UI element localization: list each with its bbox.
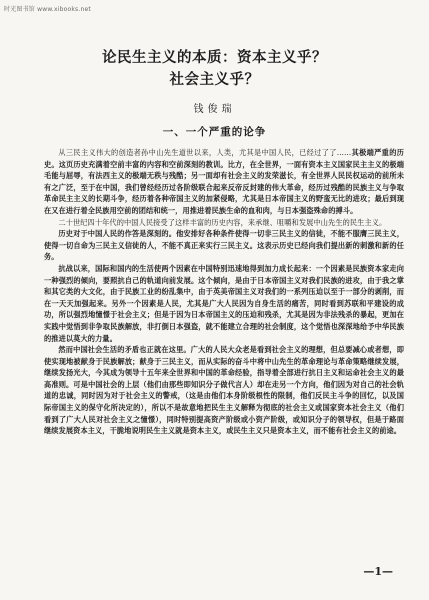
paragraph-text: 历史对于中国人民的作答是深刻的。他安排好各种条件使得一切非三民主义的信徒，不能不服膺三民主义，使得一切自命为三民主义信徒的人，不能不真正来实行三民主义。这表示历史已经向我们提出新的刺激和新的任务。 [44, 229, 404, 262]
body-paragraph [44, 344, 404, 437]
paragraph-text: 二十世纪四十年代的中国人民接受了这样丰富的历史内容，来承继、咀嚼和发展中山先生的民生主义。 [58, 217, 387, 227]
article-body [44, 147, 404, 437]
paragraph-text: 从三民主义伟大的创造者孙中山先生道世以来，人类，尤其是中国人民，已经过了了…… [58, 148, 352, 157]
body-paragraph [44, 147, 404, 217]
section-heading: 一、一个严重的论争 [162, 126, 267, 138]
watermark: 时光图书馆 www.xibooks.net [4, 6, 91, 13]
paragraph-text: 然而中国社会生活的矛盾也正就在这里。广大的人民大众老是看到社会主义的理想，但总要减心或者想，即使实现地被献身于民族解放；献身于三民主义，而从实际的奋斗中将中山先生的革命理论与革命策略继续发展，继续发扬光大，今其成为领导十五年来全世界和中国的革命经验，指导着全部进行抗日主义和运命社会主义的最高准则。可是中国社会的上层（他们由那些即知识分子做代言人）却在走另一个方向，他们因为对自己的社会轨道的忠诚，同时因为对于社会主义的警戒，（这是由他们本身阶级根性的限制，他们反民主斗争的回忆，以及国际帝国主义的保守化所决定的），所以不是故意地把民生主义解释为彻底的社会主义或国家资本社会主义（他们看到了广大人民对社会主义之憧憬），同时特别提高资产阶级或小资产阶级，或知识分子的领导权，但是于路面继续发展资本主义，干脆地说明民生主义就是资本主义，或民生主义只是资本主义，而不能有社会主义的前途。 [44, 345, 404, 436]
paragraph-text: 其极端严重的历史。这页历史充满着空前丰富的内容和空前深刻的教训。比方，在全世界，一面有资本主义国家民主主义的极端毛能与屈辱，有法西主义的极端无秩与残酷；另一面却有社会主义的发荣滋长，有全世界人民民权运动的前所未有之广泛，至于在中国，我们曾经经历过各阶级联合起来反帝反封建的伟大革命，经历过残酷的民族主义与争取革命民主主义的长期斗争，经历着各种帝国主义的加紧侵略，尤其是日本帝国主义的野蛮无比的进攻；最后到现在又在进行着全民族用空前的团结和统一，用推进着民族生命的血和肉，与日本强盗殊命的搏斗。 [44, 148, 405, 215]
body-paragraph [44, 263, 404, 344]
title-line-2: 社会主义乎？ [169, 71, 260, 88]
body-paragraph [44, 228, 404, 263]
body-paragraph [44, 217, 404, 229]
title-line-1: 论民生主义的本质：资本主义乎？ [102, 49, 327, 66]
author: 钱俊瑞 [193, 104, 236, 115]
paragraph-text: 抗战以来，国际和国内的生活使两个因素在中国特别迅速地得到加力成长起来：一个因素是民族资本家走向一种强烈的倾向，要照抗自己的轨道向前发展。这个倾向，是由于日本帝国主义对我们民族的进攻，由于我之掌和其它类的大文化，由于民族工业的纷乱集中，由于英美帝国主义对我们的一系列压迫以至于一部分的剥削，而在一天天加强起来。另外一个因素是人民，尤其是广大人民因为自身生活的痛苦，同时看到苏联和平建设的成功，所以强烈地憧憬于社会主义；但是于因为日本帝国主义的压迫和残杀，尤其是因为非法残杀的暴起，更加在实践中觉悟到非争取民族解放，非打倒日本强盗，就不能建立合理的社会制度，这个觉悟也深深地给予中华民族的推进以莫大的力量。 [44, 263, 404, 343]
page-number: —1— [363, 565, 393, 578]
